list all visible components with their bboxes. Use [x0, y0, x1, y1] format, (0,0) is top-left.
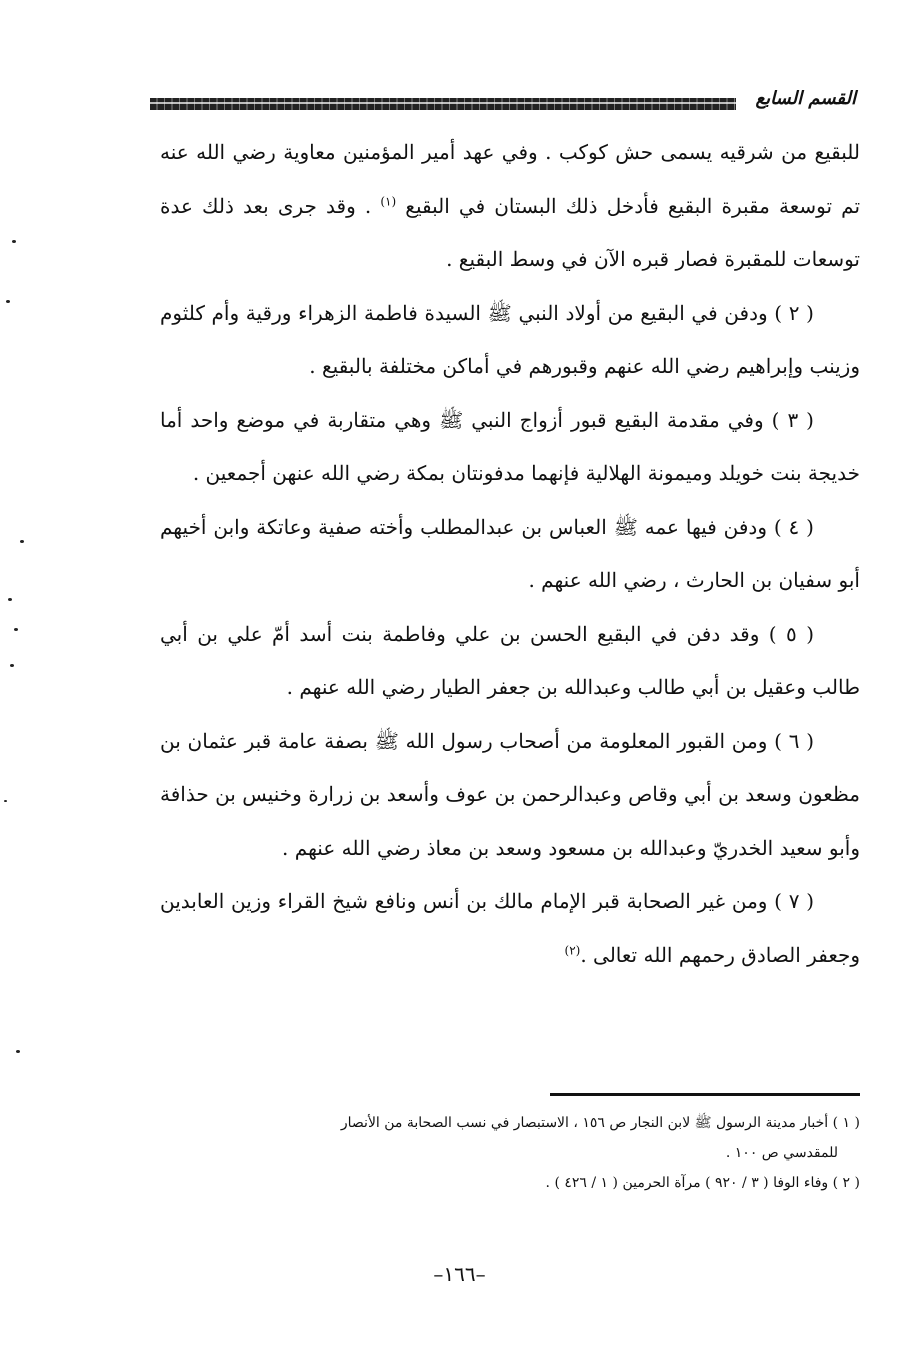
paragraph-1-part-b: . وقد جرى بعد ذلك عدة توسعات للمقبرة فصار قبره الآن في وسط البقيع .: [160, 193, 860, 271]
page-number: –١٦٦–: [433, 1262, 486, 1286]
scan-speck: [14, 628, 18, 631]
main-text: [160, 126, 860, 982]
footnote-separator: [550, 1093, 860, 1096]
paragraph-2: ( ٢ ) ودفن في البقيع من أولاد النبي ﷺ السيدة فاطمة الزهراء ورقية وأم كلثوم وزينب وإبراهيم رضي الله عنهم وقبورهم في أماكن مختلفة بالبقيع .: [160, 300, 860, 378]
footnotes: [160, 1108, 860, 1198]
scan-speck: [6, 300, 10, 303]
scan-speck: [16, 1050, 20, 1053]
footnote-ref-2: (٢): [564, 942, 581, 957]
paragraph-1-part-a: للبقيع من شرقيه يسمى حش كوكب . وفي عهد أمير المؤمنين معاوية رضي الله عنه تم توسعة مقبرة البقيع فأدخل ذلك البستان في البقيع: [160, 140, 861, 218]
footnote-2: ( ٢ ) وفاء الوفا ( ٣ / ٩٢٠ ) مرآة الحرمين ( ١ / ٤٢٦ ) .: [545, 1175, 860, 1191]
paragraph-3: ( ٣ ) وفي مقدمة البقيع قبور أزواج النبي ﷺ وهي متقاربة في موضع واحد أما خديجة بنت خويلد وميمونة الهلالية فإنهما مدفونتان بمكة رضي الله عنهن أجمعين .: [160, 407, 860, 485]
paragraph-5: ( ٥ ) وقد دفن في البقيع الحسن بن علي وفاطمة بنت أسد أمّ علي بن أبي طالب وعقيل بن أبي طالب وعبدالله بن جعفر الطيار رضي الله عنهم .: [160, 621, 860, 699]
footnote-1-continued: للمقدسي ص ١٠٠ .: [725, 1145, 838, 1161]
paragraph-7: [160, 875, 860, 982]
chapter-title: القسم السابع: [755, 88, 856, 109]
scan-speck: [12, 240, 16, 243]
paragraph-7-text: ( ٧ ) ومن غير الصحابة قبر الإمام مالك بن أنس ونافع شيخ القراء وزين العابدين وجعفر الصادق رحمهم الله تعالى .: [160, 889, 860, 967]
paragraph-4: ( ٤ ) ودفن فيها عمه ﷺ العباس بن عبدالمطلب وأخته صفية وعاتكة وابن أخيهم أبو سفيان بن الحارث ، رضي الله عنهم .: [160, 514, 860, 592]
scan-speck: [8, 598, 12, 601]
running-header: [150, 86, 864, 116]
scan-speck: [20, 540, 24, 543]
scan-speck: [10, 664, 14, 667]
paragraph-1: [160, 126, 860, 287]
scan-speck: [4, 800, 7, 802]
footnote-ref-1: (١): [380, 193, 397, 208]
footnote-1: ( ١ ) أخبار مدينة الرسول ﷺ لابن النجار ص ١٥٦ ، الاستبصار في نسب الصحابة من الأنصار: [340, 1115, 860, 1131]
paragraph-6: ( ٦ ) ومن القبور المعلومة من أصحاب رسول الله ﷺ بصفة عامة قبر عثمان بن مظعون وسعد بن أبي وقاص وعبدالرحمن بن عوف وأسعد بن زرارة وخنيس بن حذافة وأبو سعيد الخدريّ وعبدالله بن مسعود وسعد بن معاذ رضي الله عنهم .: [160, 728, 860, 860]
header-decorative-rule: [150, 98, 736, 110]
